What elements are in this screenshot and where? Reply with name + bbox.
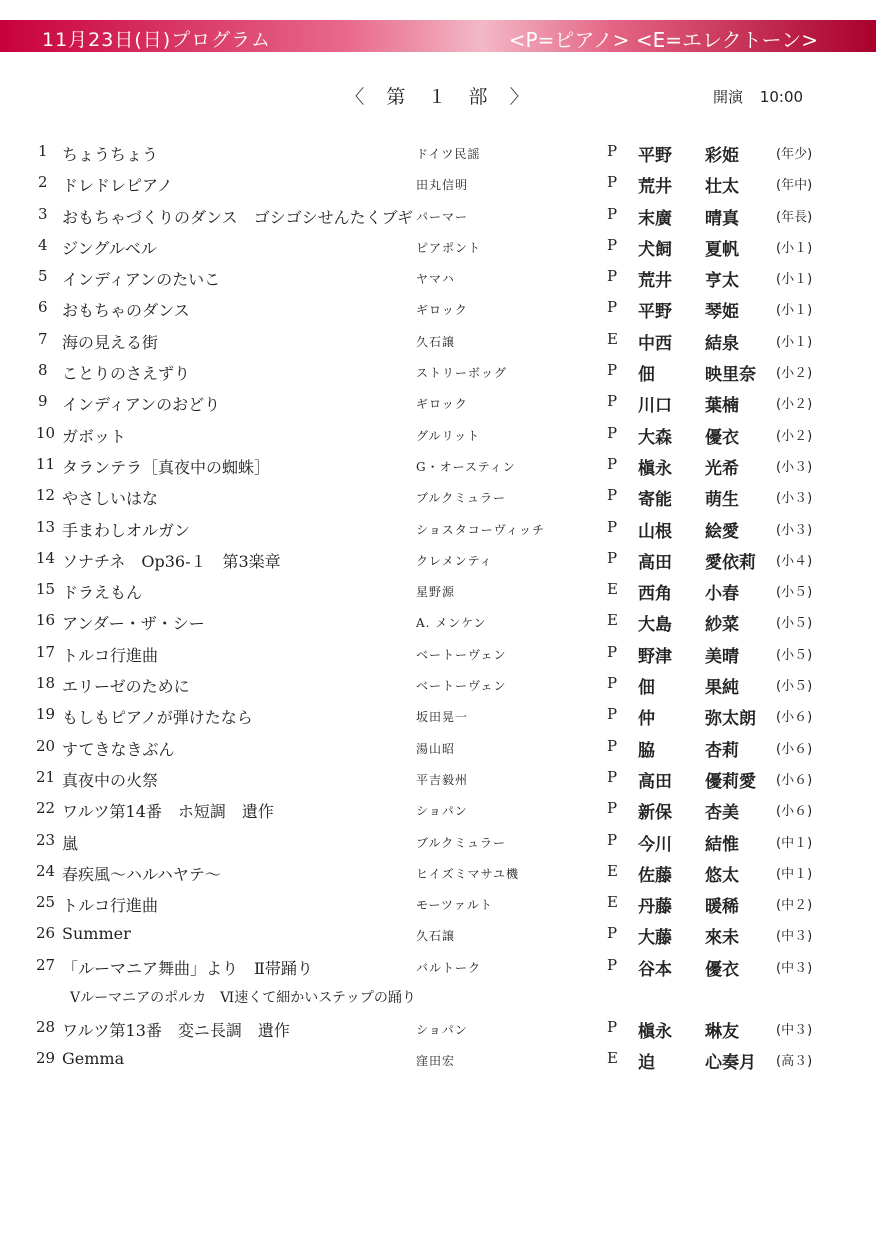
composer: ショパン — [416, 1022, 468, 1037]
performer-surname: 大森 — [638, 427, 672, 448]
piece-title: タランテラ［真夜中の蜘蛛］ — [62, 457, 271, 477]
performer-surname: 荒井 — [638, 177, 672, 198]
row-number: 25 — [36, 893, 56, 912]
performer-surname: 犬飼 — [638, 239, 672, 260]
performer-surname: 槇永 — [638, 458, 672, 479]
grade: (中２) — [776, 898, 813, 914]
grade: (小２) — [776, 428, 813, 444]
performer-surname: 高田 — [638, 552, 672, 573]
piece-title: ドラえもん — [62, 583, 143, 603]
performer-given-name: 彩姫 — [705, 146, 739, 166]
grade: (小６) — [776, 741, 813, 757]
piece-title: ドレドレピアノ — [62, 176, 173, 196]
program-row — [0, 856, 876, 887]
composer: ベートーヴェン — [416, 679, 507, 694]
header-bar — [0, 20, 876, 52]
grade: (中１) — [776, 866, 813, 882]
program-row — [0, 512, 876, 543]
grade: (小４) — [776, 553, 813, 569]
instrument: P — [607, 361, 618, 380]
piece-title: Summer — [62, 924, 131, 944]
instrument: P — [607, 486, 618, 505]
instrument: P — [607, 298, 618, 317]
program-row — [0, 1012, 876, 1043]
program-row — [0, 950, 876, 1012]
instrument: P — [607, 517, 618, 536]
piece-title: 海の見える街 — [62, 332, 159, 352]
composer: 平吉毅州 — [416, 772, 469, 787]
row-number: 28 — [36, 1017, 56, 1036]
row-number: 14 — [36, 548, 56, 567]
piece-title: エリーゼのために — [62, 677, 190, 697]
performer-given-name: 果純 — [705, 678, 739, 699]
performer-given-name: 心奏月 — [705, 1053, 756, 1074]
grade: (小１) — [776, 240, 813, 256]
performer-given-name: 琳友 — [705, 1021, 739, 1042]
grade: (年少) — [776, 147, 813, 162]
composer: バルトーク — [416, 960, 482, 975]
part-open-bracket: 〈 — [345, 86, 367, 108]
composer: ヤマハ — [416, 272, 455, 287]
piece-title: ジングルベル — [62, 238, 157, 258]
grade: (中３) — [776, 1022, 813, 1038]
instrument: P — [607, 454, 618, 473]
program-row — [0, 699, 876, 730]
grade: (高３) — [776, 1054, 813, 1070]
program-row — [0, 261, 876, 292]
composer: 湯山昭 — [416, 741, 456, 756]
performer-surname: 寄能 — [638, 490, 672, 511]
piece-title: ワルツ第13番 変ニ長調 遺作 — [62, 1020, 290, 1040]
program-row — [0, 386, 876, 417]
instrument-legend: <P=ピアノ> <E=エレクトーン> — [508, 28, 818, 52]
composer: パーマー — [416, 209, 469, 224]
performer-surname: 新保 — [638, 803, 672, 824]
instrument: E — [607, 1049, 618, 1068]
performer-surname: 山根 — [638, 521, 672, 542]
piece-title: 手まわしオルガン — [62, 520, 191, 540]
piece-title: 嵐 — [62, 833, 79, 853]
program-row — [0, 449, 876, 480]
program-row — [0, 637, 876, 668]
performer-given-name: 萌生 — [705, 490, 739, 511]
instrument: P — [607, 830, 618, 849]
composer: 窪田宏 — [416, 1054, 456, 1069]
row-number: 15 — [36, 580, 56, 599]
instrument: P — [607, 423, 618, 442]
instrument: P — [607, 705, 618, 724]
performer-given-name: 夏帆 — [705, 239, 739, 260]
program-row — [0, 918, 876, 949]
grade: (小３) — [776, 522, 813, 538]
performer-given-name: 優衣 — [705, 427, 739, 448]
grade: (小２) — [776, 366, 813, 382]
piece-title: インディアンのおどり — [62, 395, 221, 415]
row-number: 5 — [38, 267, 48, 286]
composer: ヒイズミマサユ機 — [416, 866, 520, 881]
program-row — [0, 230, 876, 261]
composer: ドイツ民謡 — [416, 147, 481, 161]
instrument: P — [607, 924, 618, 943]
composer: G・オースティン — [416, 459, 516, 474]
row-number: 9 — [38, 392, 48, 411]
composer: モーツァルト — [416, 898, 493, 913]
piece-title: やさしいはな — [62, 489, 159, 509]
composer: グルリット — [416, 428, 481, 443]
start-time — [713, 86, 803, 107]
performer-given-name: 亨太 — [705, 271, 739, 292]
performer-surname: 谷本 — [638, 959, 672, 980]
row-number: 8 — [38, 361, 48, 380]
performer-surname: 高田 — [638, 771, 672, 792]
instrument: P — [607, 955, 618, 974]
performer-given-name: 結泉 — [705, 333, 739, 354]
grade: (小１) — [776, 334, 813, 350]
performer-given-name: 絵愛 — [705, 521, 739, 542]
start-time-value: 10:00 — [759, 88, 804, 106]
program-row — [0, 480, 876, 511]
piece-subtitle: Ⅴルーマニアのポルカ Ⅵ速くて細かいステップの踊り — [70, 989, 416, 1006]
performer-surname: 平野 — [638, 302, 672, 323]
instrument: P — [607, 235, 618, 254]
performer-surname: 川口 — [638, 396, 672, 417]
composer: 久石譲 — [416, 334, 456, 349]
instrument: P — [607, 736, 618, 755]
grade: (小２) — [776, 397, 813, 413]
piece-title: おもちゃづくりのダンス ゴシゴシせんたくブギ — [62, 207, 414, 227]
program-row — [0, 355, 876, 386]
performer-given-name: 琴姫 — [705, 302, 739, 323]
piece-title: すてきなきぶん — [62, 739, 175, 759]
piece-title: ちょうちょう — [62, 145, 159, 164]
composer: ピアポント — [416, 240, 482, 255]
program-row — [0, 825, 876, 856]
program-row — [0, 605, 876, 636]
program-row — [0, 543, 876, 574]
instrument: P — [607, 392, 618, 411]
row-number: 12 — [36, 486, 56, 505]
piece-title: トルコ行進曲 — [62, 896, 159, 916]
grade: (小５) — [776, 679, 813, 695]
part-label-bu: 部 — [468, 86, 490, 108]
performer-given-name: 小春 — [705, 584, 739, 605]
grade: (小３) — [776, 459, 813, 475]
composer: ショパン — [416, 804, 468, 819]
grade: (小５) — [776, 647, 813, 663]
instrument: P — [607, 642, 618, 661]
instrument: P — [607, 142, 618, 160]
row-number: 3 — [38, 204, 48, 223]
part-close-bracket: 〉 — [509, 86, 531, 108]
performer-surname: 末廣 — [638, 208, 672, 229]
grade: (年中) — [776, 178, 813, 194]
instrument: P — [607, 267, 618, 286]
piece-title: ことりのさえずり — [62, 364, 191, 384]
grade: (小１) — [776, 303, 813, 319]
performer-given-name: 光希 — [705, 458, 739, 479]
instrument: E — [607, 580, 618, 599]
composer: ギロック — [416, 397, 468, 412]
row-number: 11 — [36, 454, 56, 473]
row-number: 16 — [36, 611, 56, 630]
piece-title: もしもピアノが弾けたなら — [62, 708, 253, 728]
performer-given-name: 葉楠 — [705, 396, 739, 417]
instrument: P — [607, 548, 618, 567]
composer: 田丸信明 — [416, 178, 469, 193]
instrument: P — [607, 674, 618, 693]
program-row — [0, 731, 876, 762]
composer: A. メンケン — [416, 616, 487, 631]
piece-title: おもちゃのダンス — [62, 301, 190, 321]
performer-surname: 大島 — [638, 615, 672, 636]
performer-given-name: 壮太 — [705, 177, 739, 198]
row-number: 19 — [36, 705, 56, 724]
piece-title: ワルツ第14番 ホ短調 遺作 — [62, 802, 274, 822]
program-row — [0, 418, 876, 449]
row-number: 6 — [38, 298, 48, 317]
composer: ショスタコーヴィッチ — [416, 522, 546, 537]
piece-title: Gemma — [62, 1049, 125, 1069]
row-number: 13 — [36, 517, 56, 536]
grade: (小６) — [776, 804, 813, 820]
piece-title: アンダー・ザ・シー — [62, 614, 205, 634]
row-number: 20 — [36, 736, 56, 755]
performer-surname: 西角 — [638, 584, 672, 605]
row-number: 7 — [38, 329, 48, 348]
performer-surname: 佐藤 — [638, 865, 672, 886]
performer-given-name: 優莉愛 — [705, 771, 756, 792]
performer-surname: 野津 — [638, 646, 672, 667]
performer-surname: 佃 — [638, 678, 655, 699]
row-number: 22 — [36, 799, 56, 818]
performer-given-name: 紗菜 — [705, 615, 739, 636]
row-number: 29 — [36, 1049, 56, 1068]
composer: 久石譲 — [416, 929, 456, 944]
performer-surname: 今川 — [638, 834, 672, 855]
row-number: 2 — [38, 173, 48, 192]
performer-given-name: 映里奈 — [705, 365, 756, 386]
program-row — [0, 887, 876, 918]
piece-title: 春疾風～ハルハヤテ～ — [62, 864, 221, 884]
performer-given-name: 結惟 — [705, 834, 739, 855]
performer-given-name: 來未 — [705, 928, 739, 949]
performer-surname: 大藤 — [638, 928, 672, 949]
row-number: 21 — [36, 767, 56, 786]
performer-surname: 丹藤 — [638, 897, 672, 918]
performer-surname: 迫 — [638, 1053, 655, 1074]
performer-given-name: 弥太朗 — [705, 709, 756, 730]
performer-given-name: 暖稀 — [705, 897, 739, 918]
instrument: E — [607, 329, 618, 348]
piece-title: ソナチネ Op36-１ 第3楽章 — [62, 551, 281, 571]
program-row — [0, 292, 876, 323]
instrument: E — [607, 893, 618, 912]
row-number: 27 — [36, 955, 56, 974]
composer: ベートーヴェン — [416, 647, 507, 662]
performer-surname: 仲 — [638, 709, 655, 730]
performer-given-name: 悠太 — [705, 865, 739, 886]
grade: (小６) — [776, 710, 813, 726]
piece-title: トルコ行進曲 — [62, 645, 159, 665]
composer: クレメンティ — [416, 553, 493, 568]
performer-given-name: 杏美 — [705, 803, 739, 824]
row-number: 23 — [36, 830, 56, 849]
piece-title: 「ルーマニア舞曲」より Ⅱ帯踊り — [62, 958, 313, 978]
program-date-title: 11月23日(日)プログラム — [42, 29, 271, 51]
instrument: E — [607, 861, 618, 880]
performer-given-name: 愛依莉 — [705, 552, 756, 573]
row-number: 26 — [36, 924, 56, 943]
program-row — [0, 762, 876, 793]
grade: (小６) — [776, 772, 813, 788]
composer: ギロック — [416, 303, 468, 318]
row-number: 17 — [36, 642, 56, 661]
instrument: P — [607, 767, 618, 786]
grade: (小１) — [776, 272, 813, 288]
performer-surname: 槇永 — [638, 1021, 672, 1042]
part-number: １ — [427, 86, 449, 108]
program-row — [0, 574, 876, 605]
grade: (小５) — [776, 585, 813, 601]
performer-given-name: 杏莉 — [705, 740, 739, 761]
composer: ブルクミュラー — [416, 835, 507, 850]
performer-given-name: 美晴 — [705, 646, 739, 667]
row-number: 18 — [36, 674, 56, 693]
program-row — [0, 167, 876, 198]
composer: ストリーボッグ — [416, 366, 508, 381]
composer: 坂田晃一 — [416, 710, 469, 725]
instrument: P — [607, 1017, 618, 1036]
part-label-dai: 第 — [386, 86, 408, 108]
instrument: E — [607, 611, 618, 630]
grade: (年長) — [776, 209, 813, 225]
grade: (中１) — [776, 835, 813, 851]
instrument: P — [607, 204, 618, 223]
piece-title: 真夜中の火祭 — [62, 770, 159, 790]
instrument: P — [607, 173, 618, 192]
grade: (中３) — [776, 960, 813, 976]
performer-given-name: 晴真 — [705, 208, 739, 229]
start-label: 開演 — [713, 88, 744, 106]
grade: (中３) — [776, 929, 813, 945]
performer-surname: 平野 — [638, 146, 672, 166]
row-number: 24 — [36, 861, 56, 880]
performer-surname: 佃 — [638, 365, 655, 386]
row-number: 10 — [36, 423, 56, 442]
performer-given-name: 優衣 — [705, 959, 739, 980]
grade: (小５) — [776, 616, 813, 632]
program-row — [0, 324, 876, 355]
grade: (小３) — [776, 491, 813, 507]
program-row — [0, 668, 876, 699]
performer-surname: 中西 — [638, 333, 672, 354]
composer: 星野源 — [416, 585, 456, 600]
program-row — [0, 199, 876, 230]
performer-surname: 荒井 — [638, 271, 672, 292]
piece-title: ガボット — [62, 426, 127, 446]
performer-surname: 脇 — [638, 740, 655, 761]
piece-title: インディアンのたいこ — [62, 270, 221, 290]
row-number: 1 — [38, 142, 48, 160]
instrument: P — [607, 799, 618, 818]
program-list — [0, 136, 876, 1074]
composer: ブルクミュラー — [416, 491, 507, 506]
row-number: 4 — [38, 235, 48, 254]
program-row — [0, 793, 876, 824]
program-row — [0, 136, 876, 167]
program-row — [0, 1043, 876, 1074]
